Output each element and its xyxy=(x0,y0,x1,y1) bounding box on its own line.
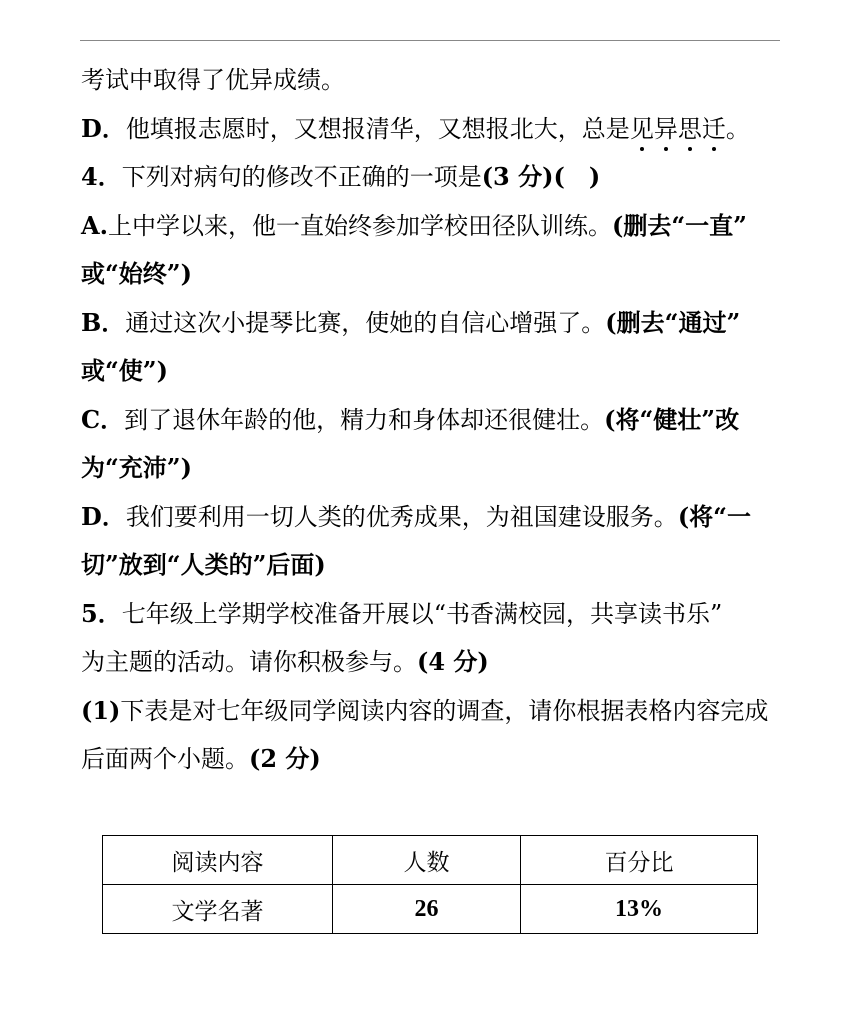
reading-survey-table xyxy=(102,835,758,934)
line-text: 他填报志愿时，又想报清华，又想报北大，总是 xyxy=(125,114,630,143)
option-label: B． xyxy=(81,307,126,337)
option-label: D． xyxy=(81,501,126,531)
document-body xyxy=(81,56,781,784)
revision-note-cont: 切”放到“人类的”后面) xyxy=(81,550,326,579)
revision-note: (删去“一直” xyxy=(611,210,747,240)
line-text: 上中学以来，他一直始终参加学校田径队训练。 xyxy=(107,211,612,240)
option-label: D． xyxy=(81,113,126,143)
line-text: 我们要利用一切人类的优秀成果，为祖国建设服务。 xyxy=(125,502,678,531)
option-d-line xyxy=(81,105,781,154)
option-label: A. xyxy=(81,210,108,240)
line-text: 到了退休年龄的他，精力和身体却还很健壮。 xyxy=(124,405,605,434)
revision-note-cont: 或“始终”) xyxy=(81,259,192,288)
line-suffix: 。 xyxy=(725,114,750,143)
option-c-line xyxy=(81,396,781,445)
header-cell-content: 阅读内容 xyxy=(103,836,333,885)
line-text: 七年级上学期学校准备开展以“书香满校园，共享读书乐” xyxy=(121,599,723,628)
question-5-cont-line xyxy=(81,638,781,687)
survey-table-wrapper xyxy=(102,835,758,934)
score-note: (4 分) xyxy=(417,647,489,676)
header-cell-count: 人数 xyxy=(333,836,521,885)
table-row xyxy=(103,885,758,934)
revision-note: (删去“通过” xyxy=(605,307,741,337)
option-a-cont-line xyxy=(81,250,781,299)
cell-percent: 13% xyxy=(521,885,758,934)
emphasis-char: 见 xyxy=(630,105,654,154)
emphasis-char: 迁 xyxy=(702,105,726,154)
question-5-line xyxy=(81,590,781,639)
line-text: 通过这次小提琴比赛，使她的自信心增强了。 xyxy=(125,308,606,337)
cell-content: 文学名著 xyxy=(103,885,333,934)
revision-note: (将“健壮”改 xyxy=(604,404,740,434)
revision-note-cont: 或“使”) xyxy=(81,356,168,385)
dotted-phrase xyxy=(630,115,726,143)
option-d2-cont-line xyxy=(81,541,781,590)
option-c-cont-line xyxy=(81,444,781,493)
revision-note-cont: 为“充沛”) xyxy=(81,453,192,482)
table-header-row xyxy=(103,836,758,885)
score-note: (2 分) xyxy=(249,744,321,773)
line-text: 考试中取得了优异成绩。 xyxy=(81,66,345,94)
line-text: 下表是对七年级同学阅读内容的调查，请你根据表格内容完成 xyxy=(120,696,769,725)
revision-note: (将“一 xyxy=(677,501,751,531)
question-number: 4． xyxy=(81,162,122,191)
header-cell-percent: 百分比 xyxy=(521,836,758,885)
question-number: 5． xyxy=(81,598,122,628)
line-text: 为主题的活动。请你积极参与。 xyxy=(81,648,417,676)
header-rule xyxy=(80,40,780,41)
line-text: 下列对病句的修改不正确的一项是 xyxy=(121,163,482,191)
subquestion-1-cont-line xyxy=(81,735,781,784)
emphasis-char: 异 xyxy=(654,105,678,154)
option-b-cont-line xyxy=(81,347,781,396)
emphasis-char: 思 xyxy=(678,105,702,154)
question-4-line xyxy=(81,153,781,202)
subquestion-number: (1) xyxy=(81,695,121,725)
text-line-1 xyxy=(81,56,781,105)
cell-count: 26 xyxy=(333,885,521,934)
line-text: 后面两个小题。 xyxy=(81,745,249,773)
option-label: C． xyxy=(81,404,125,434)
option-d2-line xyxy=(81,493,781,542)
subquestion-1-line xyxy=(81,687,781,736)
score-note: (3 分)( ) xyxy=(481,162,601,191)
option-b-line xyxy=(81,299,781,348)
option-a-line xyxy=(81,202,781,251)
